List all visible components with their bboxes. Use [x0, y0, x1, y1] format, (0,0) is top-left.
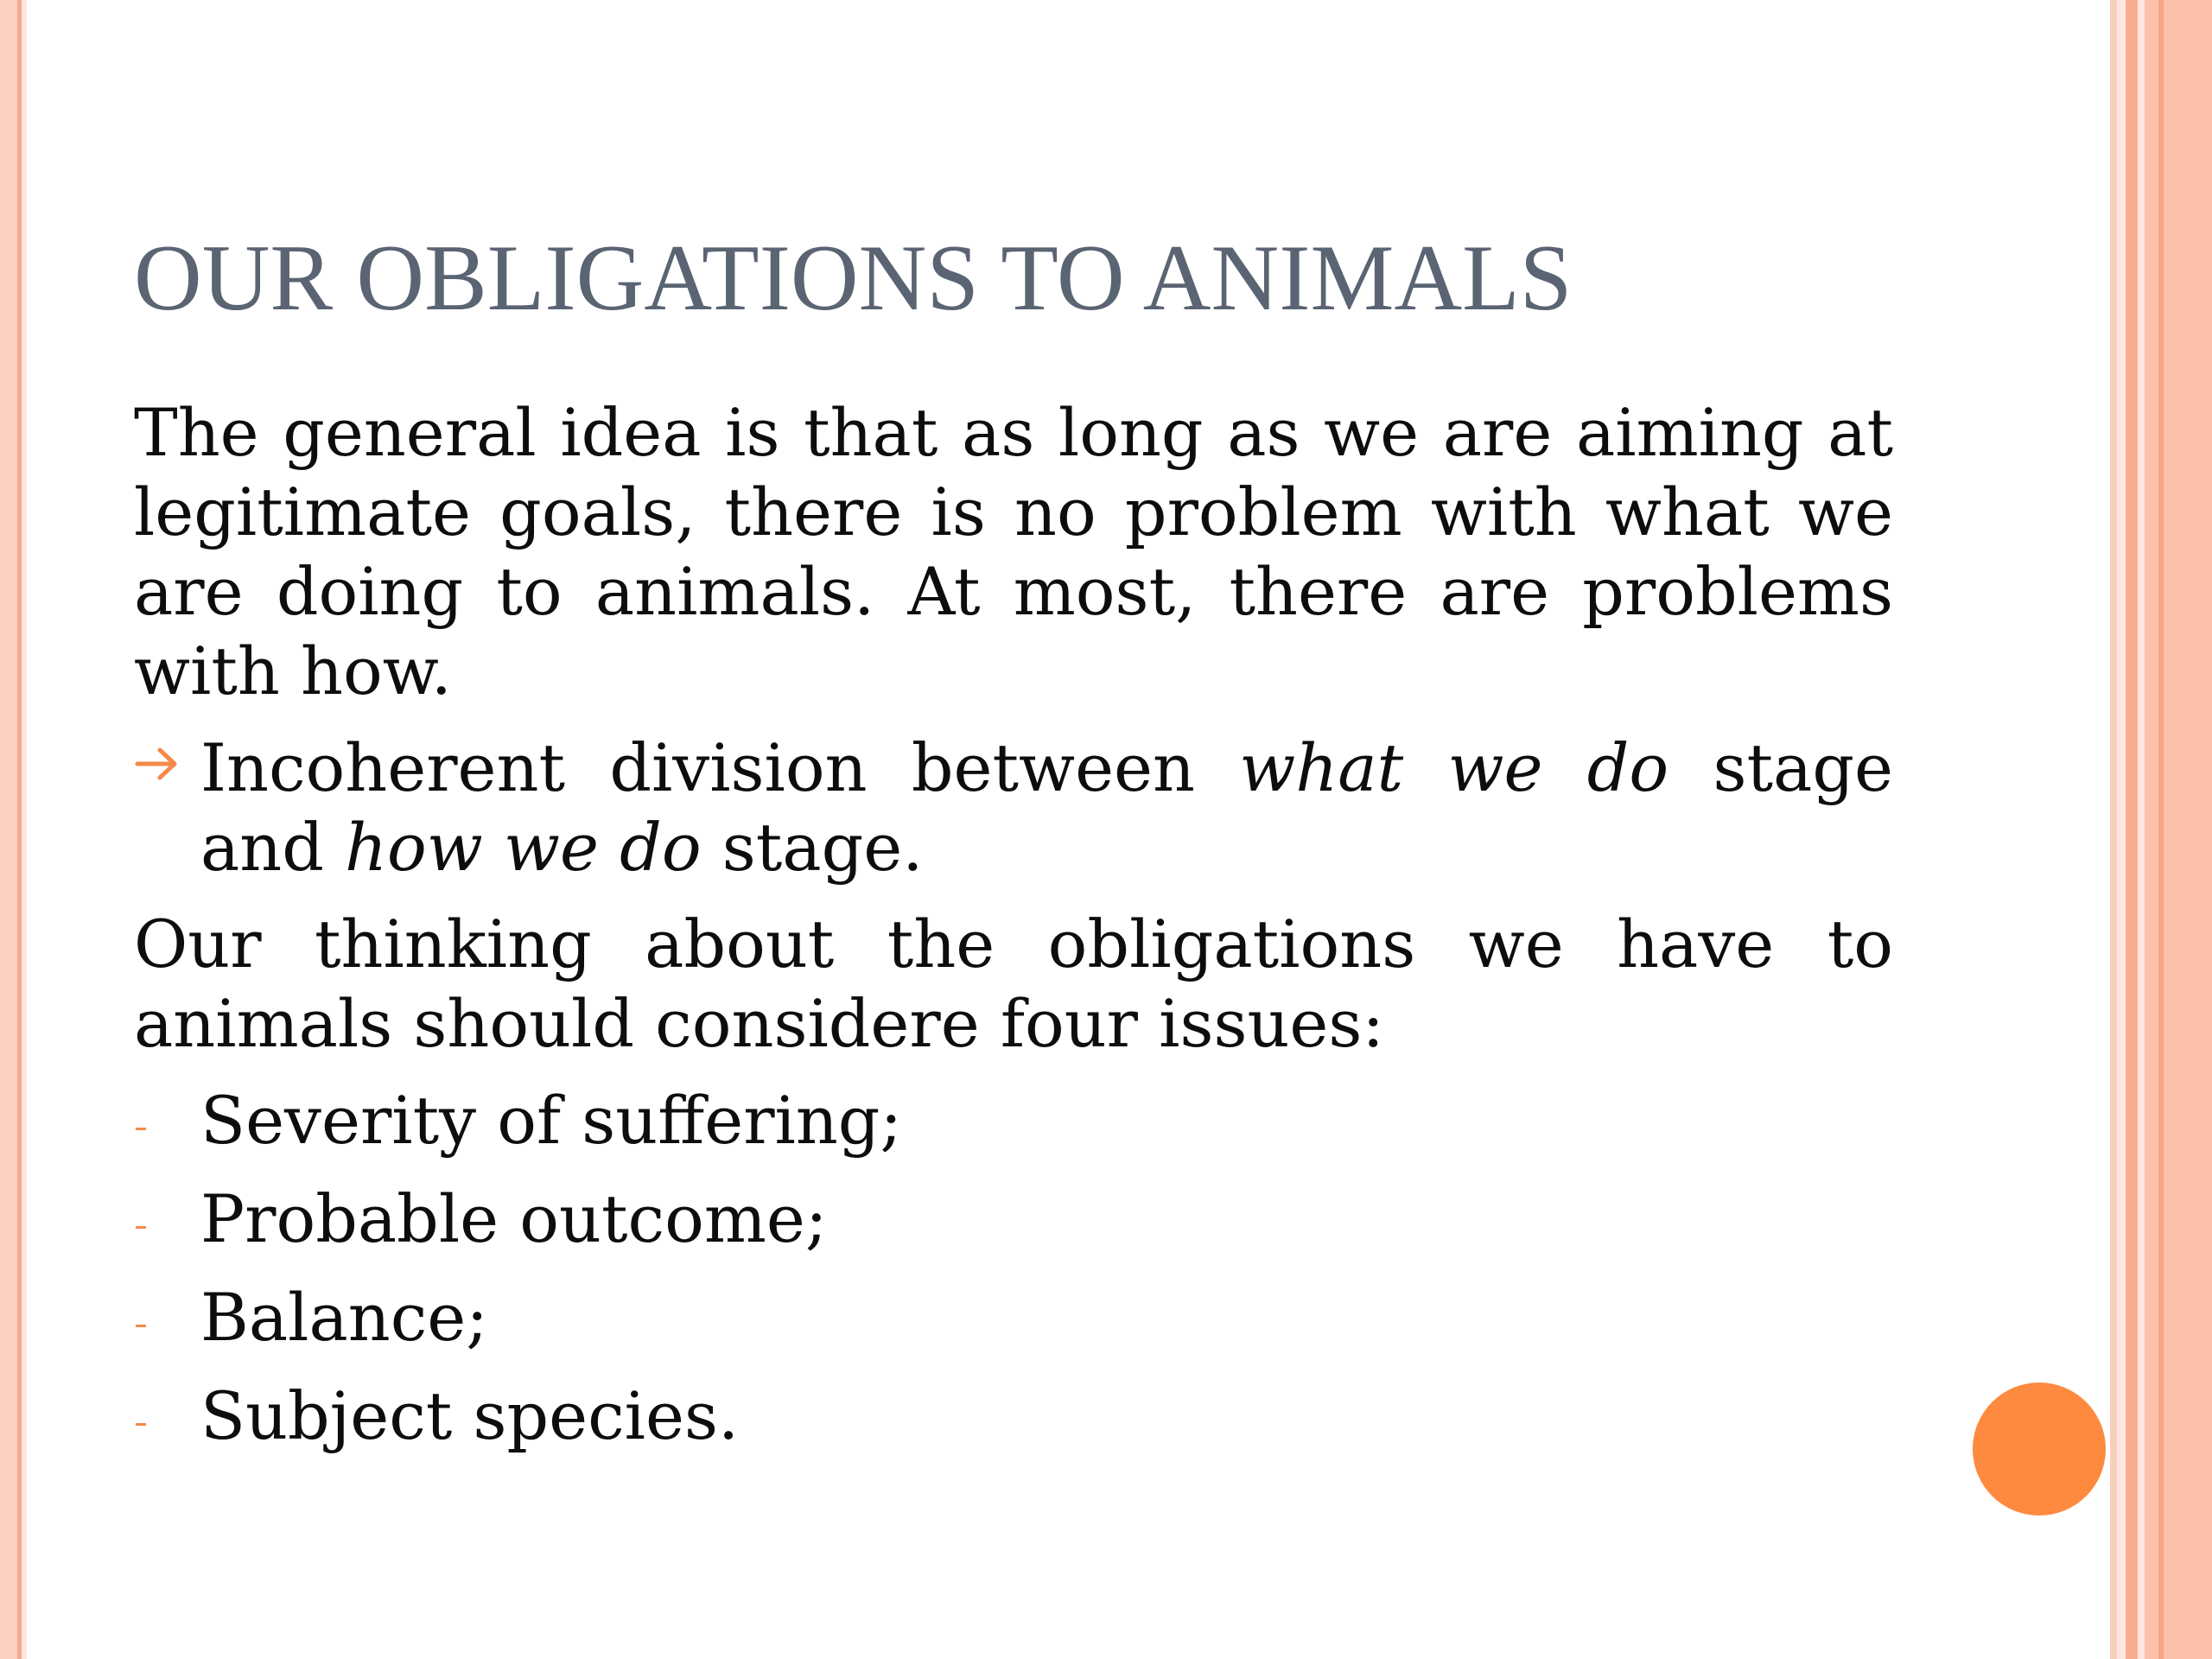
issue-label: Severity of suffering; [200, 1082, 903, 1159]
issue-label: Balance; [200, 1279, 488, 1356]
right-border-stripe [2126, 0, 2138, 1659]
issue-label: Probable outcome; [200, 1180, 828, 1257]
right-border-stripe [2110, 0, 2117, 1659]
list-item [134, 1278, 1893, 1357]
dash-bullet-icon [136, 1128, 146, 1130]
list-item [134, 1081, 1893, 1160]
right-arrow-icon [134, 741, 181, 787]
right-border-stripe [2158, 0, 2164, 1659]
intro-paragraph: The general idea is that as long as we are aiming at legitimate goals, there is no problem with what we are doing to animals. At most, there are problems with how. [134, 394, 1893, 709]
arrow-bullet-point [134, 728, 1893, 887]
list-item [134, 1179, 1893, 1259]
right-border-stripe [2117, 0, 2126, 1659]
arrow-point-text: Incoherent division between [200, 729, 1240, 806]
issues-list [134, 1081, 1893, 1456]
orange-circle-decoration [1973, 1382, 2106, 1516]
right-border-stripe [2138, 0, 2145, 1659]
list-item [134, 1376, 1893, 1456]
dash-bullet-icon [136, 1423, 146, 1426]
slide-title: OUR OBLIGATIONS TO ANIMALS [134, 226, 1573, 330]
arrow-point-text-mid: stage and [200, 729, 1893, 886]
arrow-point-italic-how: how we do [345, 809, 702, 886]
right-border-band [2145, 0, 2212, 1659]
left-border [0, 0, 17, 1659]
arrow-point-italic-what: what we do [1239, 729, 1669, 806]
left-border-inner [22, 0, 27, 1659]
arrow-point-text-end: stage. [701, 809, 924, 886]
slide-body [134, 393, 1893, 1475]
issue-label: Subject species. [200, 1377, 740, 1454]
dash-bullet-icon [136, 1325, 146, 1327]
issues-intro-paragraph: Our thinking about the obligations we have to animals should considere four issues: [134, 906, 1893, 1062]
dash-bullet-icon [136, 1226, 146, 1229]
